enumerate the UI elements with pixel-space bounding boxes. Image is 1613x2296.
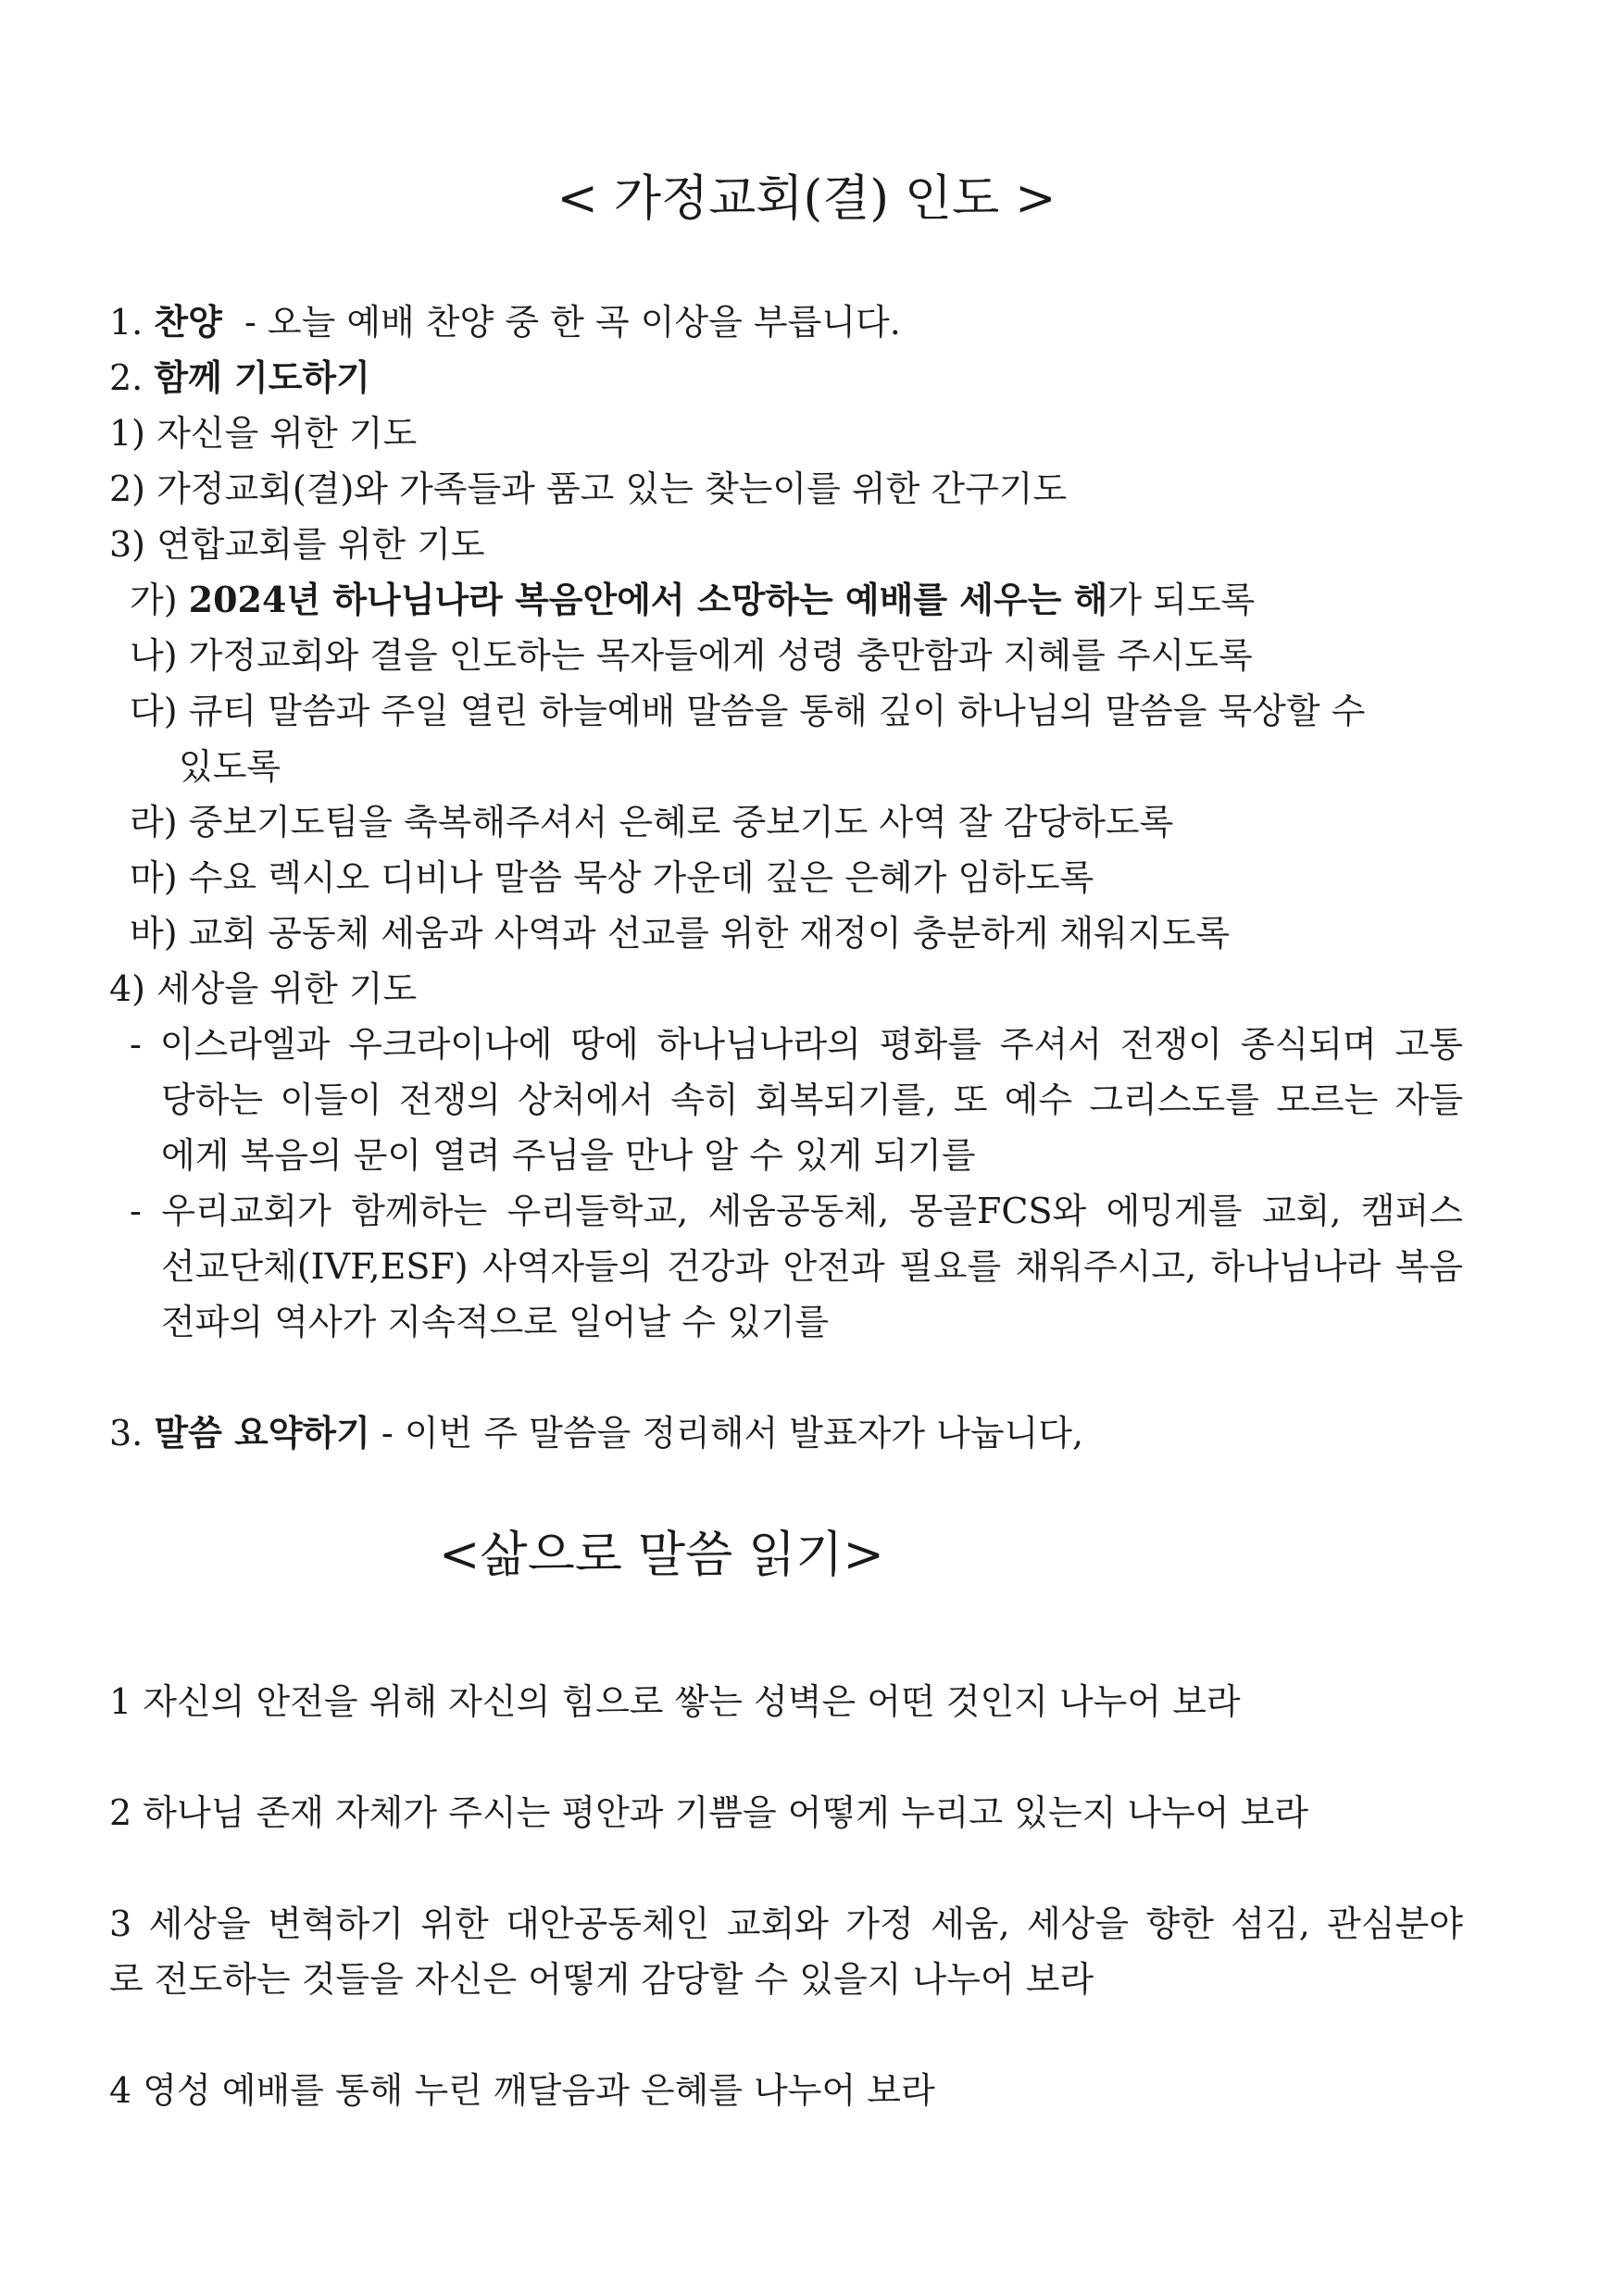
highlight-text: 2024년 하나님나라 복음안에서 소망하는 예배를 세우는 해 — [188, 579, 1108, 620]
world-prayer-2: - 우리교회가 함께하는 우리들학교, 세움공동체, 몽골FCS와 에밍게를 교회, 캠퍼스 — [130, 1191, 1463, 1231]
section-number: 3. — [109, 1413, 144, 1454]
section-text: - 오늘 예배 찬양 중 한 곡 이상을 부릅니다. — [221, 302, 901, 343]
section-number: 1. — [109, 302, 144, 343]
world-prayer-1-cont: 당하는 이들이 전쟁의 상처에서 속히 회복되기를, 또 예수 그리스도를 모르는 자들 — [161, 1079, 1463, 1120]
section-praise — [109, 294, 901, 350]
prayer-item-world: 4) 세상을 위한 기도 — [109, 968, 418, 1009]
section-heading: 함께 기도하기 — [154, 356, 370, 398]
world-prayer-1-cont: 에게 복음의 문이 열려 주님을 만나 알 수 있게 되기를 — [161, 1135, 976, 1176]
world-prayer-2-cont: 전파의 역사가 지속적으로 일어날 수 있기를 — [161, 1302, 830, 1342]
section-heading: 찬양 — [154, 301, 222, 343]
question-3: 3 세상을 변혁하기 위한 대안공동체인 교회와 가정 세움, 세상을 향한 섬김, 관심분야 — [109, 1903, 1463, 1944]
church-prayer-ba: 바) 교회 공동체 세움과 사역과 선교를 위한 재정이 충분하게 채워지도록 — [130, 913, 1231, 954]
section-sermon-summary — [109, 1405, 1083, 1461]
world-prayer-2-cont: 선교단체(IVF,ESF) 사역자들의 건강과 안전과 필요를 채워주시고, 하나님나라 복음 — [161, 1246, 1463, 1287]
subtitle: <삶으로 말씀 읽기> — [439, 1527, 884, 1583]
section-number: 2. — [109, 357, 144, 398]
church-prayer-ma: 마) 수요 렉시오 디비나 말씀 묵상 가운데 깊은 은혜가 임하도록 — [130, 857, 1094, 898]
question-2: 2 하나님 존재 자체가 주시는 평안과 기쁨을 어떻게 누리고 있는지 나누어 보라 — [109, 1792, 1308, 1833]
section-text: - 이번 주 말씀을 정리해서 발표자가 나눕니다, — [369, 1413, 1084, 1454]
section-prayer — [109, 350, 370, 406]
question-4: 4 영성 예배를 통해 누린 깨달음과 은혜를 나누어 보라 — [109, 2070, 935, 2111]
prayer-item-self: 1) 자신을 위한 기도 — [109, 413, 418, 454]
church-prayer-da: 다) 큐티 말씀과 주일 열린 하늘예배 말씀을 통해 깊이 하나님의 말씀을 묵상할 수 — [130, 691, 1366, 731]
world-prayer-1: - 이스라엘과 우크라이나에 땅에 하나님나라의 평화를 주셔서 전쟁이 종식되며 고통 — [130, 1024, 1463, 1065]
church-prayer-ra: 라) 중보기도팀을 축복해주셔서 은혜로 중보기도 사역 잘 감당하도록 — [130, 802, 1174, 842]
question-3-cont: 로 전도하는 것들을 자신은 어떻게 감당할 수 있을지 나누어 보라 — [109, 1959, 1094, 2000]
church-prayer-na: 나) 가정교회와 결을 인도하는 목자들에게 성령 충만함과 지혜를 주시도록 — [130, 635, 1253, 676]
prayer-item-family: 2) 가정교회(결)와 가족들과 품고 있는 찾는이를 위한 간구기도 — [109, 468, 1068, 509]
prayer-item-church: 3) 연합교회를 위한 기도 — [109, 524, 485, 565]
question-1: 1 자신의 안전을 위해 자신의 힘으로 쌓는 성벽은 어떤 것인지 나누어 보라 — [109, 1681, 1241, 1722]
section-heading: 말씀 요약하기 — [154, 1412, 370, 1454]
page-title: < 가정교회(결) 인도 > — [556, 170, 1057, 227]
church-prayer-da-cont: 있도록 — [179, 746, 281, 787]
church-prayer-ga: 가) 2024년 하나님나라 복음안에서 소망하는 예배를 세우는 해가 되도록 — [130, 579, 1256, 620]
